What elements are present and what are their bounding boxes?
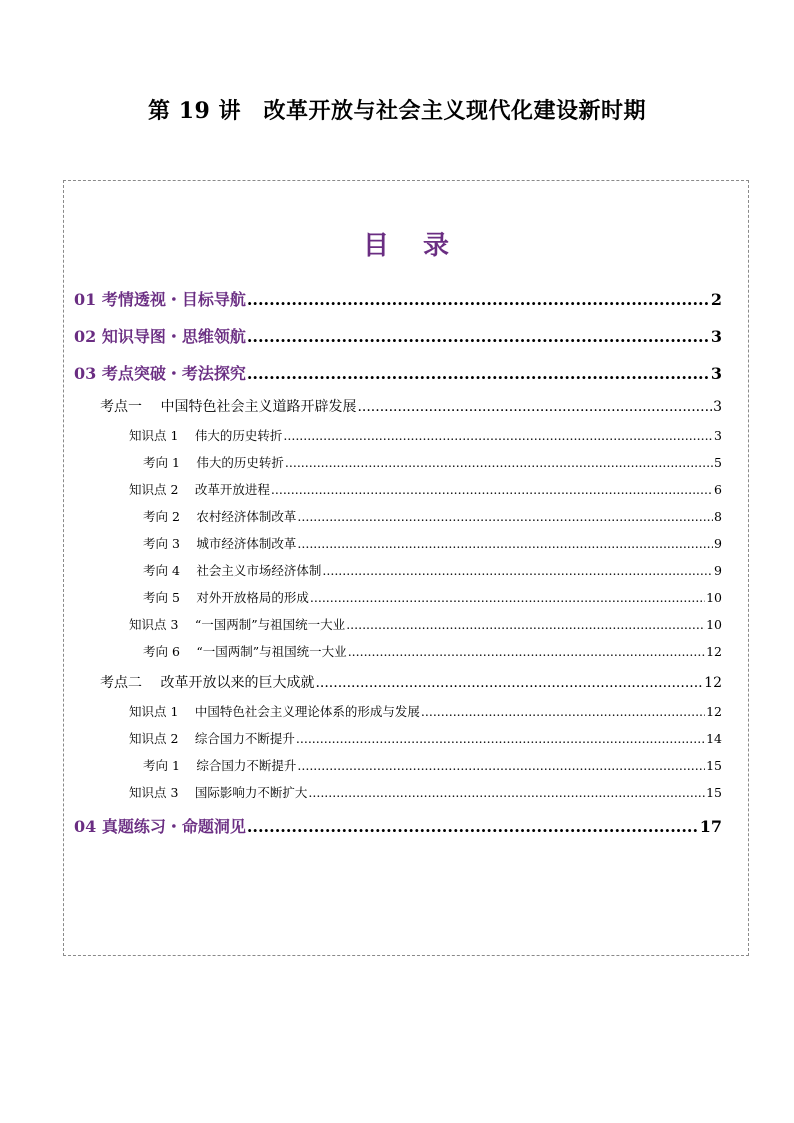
toc-entry-label: 01 考情透视・目标导航 — [74, 290, 246, 309]
toc-entry[interactable] — [129, 783, 722, 801]
toc-box — [63, 180, 749, 956]
toc-entry[interactable] — [143, 534, 722, 552]
toc-entry-label: 考点二 改革开放以来的巨大成就 — [100, 675, 315, 691]
toc-entry-label: 考点一 中国特色社会主义道路开辟发展 — [100, 399, 357, 415]
toc-entry-page: 6 — [714, 482, 722, 497]
toc-entry-label: 考向 1 综合国力不断提升 — [143, 758, 297, 773]
toc-entry-label: 考向 5 对外开放格局的形成 — [143, 590, 309, 605]
toc-heading: 目录 — [362, 231, 483, 261]
toc-entry-page: 3 — [713, 399, 722, 415]
toc-entry[interactable] — [143, 507, 722, 525]
toc-entry-page: 3 — [710, 327, 722, 346]
toc-entry[interactable] — [74, 324, 722, 347]
toc-entry[interactable] — [100, 396, 722, 416]
toc-entry-page: 2 — [710, 290, 722, 309]
toc-entry-page: 15 — [706, 785, 722, 800]
toc-entry[interactable] — [74, 287, 722, 310]
toc-entry-page: 12 — [706, 644, 722, 659]
toc-entry-page: 10 — [706, 590, 722, 605]
toc-entry-label: 03 考点突破・考法探究 — [74, 364, 246, 383]
toc-entry[interactable] — [143, 588, 722, 606]
toc-entry[interactable] — [143, 561, 722, 579]
toc-entry-label: 考向 4 社会主义市场经济体制 — [143, 563, 322, 578]
toc-entry-label: 知识点 1 伟大的历史转折 — [129, 428, 283, 443]
toc-entry-label: 02 知识导图・思维领航 — [74, 327, 246, 346]
toc-entry-label: 04 真题练习・命题洞见 — [74, 817, 246, 836]
toc-entry-label: 考向 2 农村经济体制改革 — [143, 509, 297, 524]
toc-entry-page: 12 — [704, 675, 722, 691]
toc-entry[interactable] — [129, 729, 722, 747]
toc-entry-label: 考向 1 伟大的历史转折 — [143, 455, 284, 470]
toc-entry-page: 15 — [706, 758, 722, 773]
toc-entry-label: 考向 6 “一国两制”与祖国统一大业 — [143, 644, 347, 659]
toc-entry-page: 9 — [714, 563, 722, 578]
toc-entry-page: 10 — [706, 617, 722, 632]
toc-entry[interactable] — [100, 672, 722, 692]
toc-entry-page: 3 — [714, 428, 722, 443]
toc-entry[interactable] — [129, 615, 722, 633]
toc-entry[interactable] — [129, 480, 722, 498]
toc-entry-label: 知识点 2 综合国力不断提升 — [129, 731, 295, 746]
toc-entry-page: 17 — [699, 817, 722, 836]
toc-entry-page: 8 — [714, 509, 722, 524]
toc-entry[interactable] — [74, 361, 722, 384]
toc-entry[interactable] — [129, 426, 722, 444]
toc-entry-page: 14 — [706, 731, 722, 746]
toc-entry-label: 知识点 2 改革开放进程 — [129, 482, 270, 497]
toc-entry-page: 3 — [710, 364, 722, 383]
toc-entry-page: 12 — [706, 704, 722, 719]
toc-entry[interactable] — [74, 814, 722, 837]
toc-entry-page: 9 — [714, 536, 722, 551]
toc-entry[interactable] — [143, 453, 722, 471]
toc-entry-label: 考向 3 城市经济体制改革 — [143, 536, 297, 551]
toc-entry-page: 5 — [714, 455, 722, 470]
toc-entry[interactable] — [143, 642, 722, 660]
toc-entry[interactable] — [143, 756, 722, 774]
toc-entry-label: 知识点 1 中国特色社会主义理论体系的形成与发展 — [129, 704, 420, 719]
toc-entry[interactable] — [129, 702, 722, 720]
document-title: 第 19 讲 改革开放与社会主义现代化建设新时期 — [148, 98, 646, 124]
toc-entry-label: 知识点 3 国际影响力不断扩大 — [129, 785, 308, 800]
toc-entry-label: 知识点 3 “一国两制”与祖国统一大业 — [129, 617, 346, 632]
